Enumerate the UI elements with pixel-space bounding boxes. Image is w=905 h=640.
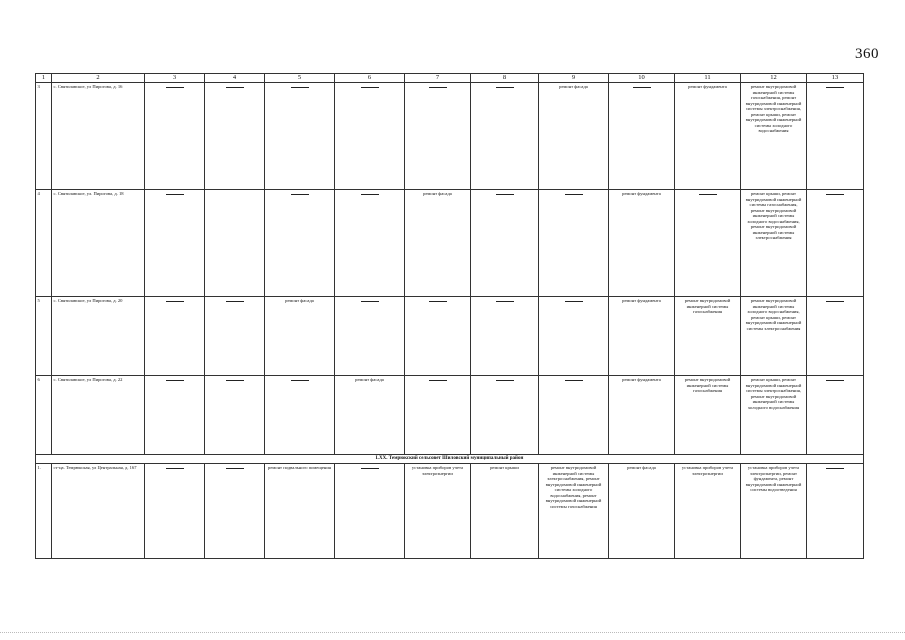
work-cell: ремонт фундамента: [609, 297, 675, 376]
dash-mark: [826, 87, 844, 88]
dash-mark: [361, 301, 379, 302]
header-cell: 3: [145, 74, 205, 83]
empty-cell: [539, 376, 609, 455]
empty-cell: [807, 83, 864, 190]
empty-cell: [335, 190, 405, 297]
dash-mark: [429, 301, 447, 302]
empty-cell: [145, 464, 205, 559]
work-cell: ремонт внутридомовой инженерной системы газоснабжения, ремонт внутридомовой инженерной системы электроснабжения, ремонт крыши, ремонт внутридомовой инженерной системы холодного водоснабжения: [741, 83, 807, 190]
section-title: LXX. Темрюкский сельсовет Шиловский муниципальный район: [36, 455, 864, 464]
work-cell: ремонт фасада: [405, 190, 471, 297]
dash-mark: [565, 301, 583, 302]
empty-cell: [675, 190, 741, 297]
table-row: [36, 376, 864, 455]
row-number: 3: [36, 83, 52, 190]
empty-cell: [807, 297, 864, 376]
work-cell: ремонт подвального помещения: [265, 464, 335, 559]
section-row: [36, 455, 864, 464]
empty-cell: [335, 297, 405, 376]
header-cell: 7: [405, 74, 471, 83]
work-cell: ремонт фасада: [609, 464, 675, 559]
dash-mark: [226, 468, 244, 469]
empty-cell: [335, 464, 405, 559]
dash-mark: [291, 380, 309, 381]
work-cell: ремонт внутридомовой инженерной системы электроснабжения, ремонт внутридомовой инженерной системы холодного водоснабжения, ремонт внутридомовой инженерной системы газоснабжения: [539, 464, 609, 559]
empty-cell: [335, 83, 405, 190]
empty-cell: [145, 190, 205, 297]
header-cell: 5: [265, 74, 335, 83]
empty-cell: [265, 190, 335, 297]
address-cell: с. Святилавское, ул. Пирогова, д. 18: [52, 190, 145, 297]
empty-cell: [471, 297, 539, 376]
empty-cell: [265, 376, 335, 455]
header-cell: 12: [741, 74, 807, 83]
empty-cell: [471, 83, 539, 190]
address-cell: с. Святилавское, ул Пирогова, д. 22: [52, 376, 145, 455]
empty-cell: [205, 376, 265, 455]
row-number: 6: [36, 376, 52, 455]
empty-cell: [205, 464, 265, 559]
header-cell: 10: [609, 74, 675, 83]
header-cell: 13: [807, 74, 864, 83]
repair-schedule-table: [35, 73, 864, 559]
dash-mark: [166, 468, 184, 469]
dash-mark: [565, 380, 583, 381]
header-cell: 8: [471, 74, 539, 83]
dash-mark: [826, 380, 844, 381]
empty-cell: [471, 376, 539, 455]
work-cell: ремонт крыши: [471, 464, 539, 559]
address-cell: ст-ца. Темрюкская, ул Центральная, д. 167: [52, 464, 145, 559]
work-cell: ремонт фундамента: [609, 190, 675, 297]
empty-cell: [145, 83, 205, 190]
work-cell: ремонт внутридомовой инженерной системы газоснабжения: [675, 376, 741, 455]
header-row: [36, 74, 864, 83]
work-cell: ремонт фасада: [265, 297, 335, 376]
empty-cell: [539, 190, 609, 297]
dash-mark: [166, 194, 184, 195]
work-cell: ремонт фундамента: [609, 376, 675, 455]
table-row: [36, 297, 864, 376]
dash-mark: [496, 380, 514, 381]
dash-mark: [826, 301, 844, 302]
address-cell: с. Святилавское, ул Пирогова, д. 16: [52, 83, 145, 190]
work-cell: установка приборов учета электроэнергии, ремонт фундамента, ремонт внутридомовой инженерной системы водоотведения: [741, 464, 807, 559]
work-cell: ремонт внутридомовой инженерной системы холодного водоснабжения, ремонт крыши, ремонт внутридомовой инженерной системы электроснабжения: [741, 297, 807, 376]
empty-cell: [807, 464, 864, 559]
work-cell: установка приборов учета электроэнергии: [405, 464, 471, 559]
row-number: 1.: [36, 464, 52, 559]
header-cell: 1: [36, 74, 52, 83]
empty-cell: [205, 297, 265, 376]
dash-mark: [226, 87, 244, 88]
scan-edge-line: [0, 632, 905, 637]
empty-cell: [405, 83, 471, 190]
empty-cell: [539, 297, 609, 376]
dash-mark: [826, 468, 844, 469]
header-cell: 2: [52, 74, 145, 83]
work-cell: ремонт фасада: [539, 83, 609, 190]
dash-mark: [226, 380, 244, 381]
work-cell: ремонт внутридомовой инженерной системы газоснабжения: [675, 297, 741, 376]
address-cell: с. Святилавское, ул Пирогова, д. 20: [52, 297, 145, 376]
empty-cell: [405, 376, 471, 455]
dash-mark: [429, 380, 447, 381]
row-number: 5: [36, 297, 52, 376]
dash-mark: [361, 87, 379, 88]
dash-mark: [429, 87, 447, 88]
empty-cell: [807, 190, 864, 297]
dash-mark: [226, 301, 244, 302]
table-row: [36, 190, 864, 297]
table-row: [36, 83, 864, 190]
dash-mark: [496, 301, 514, 302]
row-number: 4: [36, 190, 52, 297]
header-cell: 11: [675, 74, 741, 83]
empty-cell: [807, 376, 864, 455]
dash-mark: [361, 194, 379, 195]
work-cell: ремонт фундамента: [675, 83, 741, 190]
dash-mark: [699, 194, 717, 195]
dash-mark: [633, 87, 651, 88]
dash-mark: [826, 194, 844, 195]
dash-mark: [361, 468, 379, 469]
header-cell: 9: [539, 74, 609, 83]
dash-mark: [166, 380, 184, 381]
empty-cell: [205, 83, 265, 190]
header-cell: 6: [335, 74, 405, 83]
table-row: [36, 464, 864, 559]
work-cell: ремонт крыши, ремонт внутридомовой инженерной системы электроснабжения, ремонт внутридомовой инженерной системы холодного водоснабжения: [741, 376, 807, 455]
dash-mark: [291, 194, 309, 195]
dash-mark: [166, 301, 184, 302]
work-cell: ремонт крыши, ремонт внутридомовой инженерной системы газоснабжения, ремонт внутридомовой инженерной системы холодного водоснабжения, ремонт внутридомовой инженерной системы электроснабжения: [741, 190, 807, 297]
dash-mark: [496, 87, 514, 88]
dash-mark: [565, 194, 583, 195]
empty-cell: [145, 376, 205, 455]
empty-cell: [609, 83, 675, 190]
empty-cell: [145, 297, 205, 376]
work-cell: установка приборов учета электроэнергии: [675, 464, 741, 559]
work-cell: ремонт фасада: [335, 376, 405, 455]
empty-cell: [405, 297, 471, 376]
page-number: 360: [855, 46, 879, 62]
empty-cell: [265, 83, 335, 190]
dash-mark: [166, 87, 184, 88]
empty-cell: [205, 190, 265, 297]
header-cell: 4: [205, 74, 265, 83]
dash-mark: [496, 194, 514, 195]
dash-mark: [291, 87, 309, 88]
empty-cell: [471, 190, 539, 297]
